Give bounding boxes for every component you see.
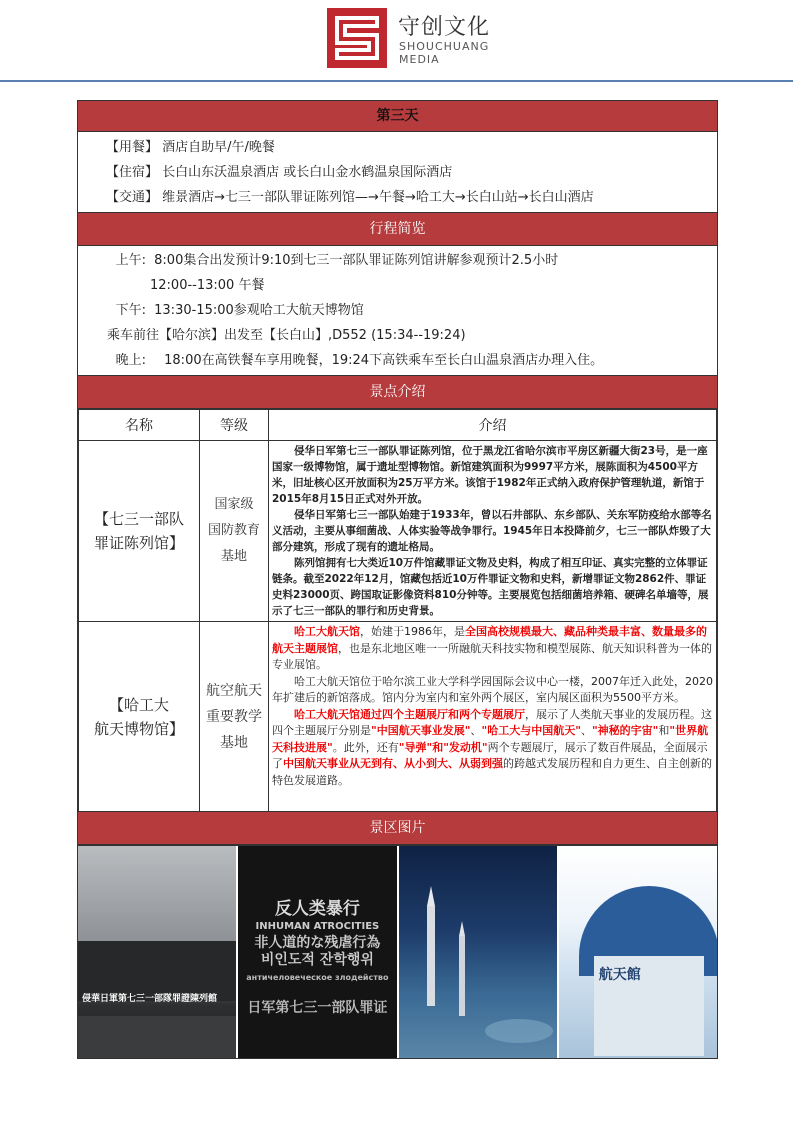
brand-name-en [399,40,489,66]
site-hit-para-2: 哈工大航天馆位于哈尔滨工业大学科学园国际会议中心一楼，2007年迁入此处，2020年扩建后的新馆落成。馆内分为室内和室外两个展区，室内展区面积为5500平方米。 [272,674,713,704]
day-info-section [78,132,717,212]
brand-name-cn: 守创文化 [398,15,491,40]
site-hit-level-line-2: 重要教学 [206,708,262,725]
site-row-731 [79,441,717,622]
tx-4: 、 [470,724,482,737]
itinerary-document [77,100,718,1059]
brand-en-line-2: MEDIA [399,53,440,66]
logo-mark-icon [327,8,387,68]
header-divider [0,80,793,82]
photo-731-caption: 侵華日軍第七三一部隊罪證陳列館 [82,994,218,1004]
site-731-name-line-2: 罪证陈列馆】 [93,534,184,552]
site-hit-description [269,622,717,812]
building-sign: 航天館 [598,967,641,983]
site-hit-name-line-1: 【哈工大 [108,695,169,714]
schedule-pm-row [78,298,717,323]
tx-1: ，始建于1986年，是 [360,625,465,638]
meal-row [78,135,717,160]
sites-table [78,409,717,812]
hotel-value: 长白山东沃温泉酒店 或长白山金水鹤温泉国际酒店 [162,165,453,180]
schedule-am-row [78,248,717,273]
atrocity-line-2: INHUMAN ATROCITIES [255,921,380,932]
atrocity-line-5: античеловеческое злодейство [246,973,389,982]
site-731-level [200,441,269,622]
schedule-title: 行程简览 [78,212,717,246]
page-header [0,0,793,82]
site-731-level-line-3: 基地 [220,549,247,564]
hl-5: "哈工大与中国航天" [481,724,581,737]
hl-6: "神秘的宇宙" [591,724,659,737]
schedule-eve-row [78,348,717,373]
atrocity-line-3: 非人道的な残虐行為 [254,935,381,951]
photo-atrocity-wall [238,846,398,1058]
hl-8: "导弹"和"发动机" [398,740,488,754]
hl-7: "世界航天科技进展" [272,724,709,754]
day-title: 第三天 [78,100,717,132]
gallery-title: 景区图片 [78,812,717,845]
schedule-train-row [78,323,717,348]
site-731-para-2: 侵华日军第七三一部队始建于1933年，曾以石井部队、东乡部队、关东军防疫给水部等名义活动，主要从事细菌战、人体实验等战争罪行。1945年日本投降前夕，七三一部队炸毁了大部分建筑，形成了现有的遗址格局。 [272,509,712,553]
tx-3: ，展示了人类航天事业的发展历程。这四个主题展厅分别是 [272,707,712,737]
site-731-para-3: 陈列馆拥有七大类近10万件馆藏罪证文物及史料，构成了相互印证、真实完整的立体罪证链条。截至2022年12月，馆藏包括近10万件罪证文物和史料，新增罪证文物2862件、罪证史料23000页、跨国取证影像资料810分钟等。主要展览包括细菌培养箱、硬碑名单墙等，展示了七三一部队的罪行和历史背景。 [272,557,709,617]
atrocity-line-6: 日军第七三一部队罪证 [247,1000,388,1016]
atrocity-line-1: 反人类暴行 [274,899,360,919]
schedule-section [78,246,717,375]
tx-6: 和 [658,724,670,737]
transport-value: 维景酒店→七三一部队罪证陈列馆—→午餐→哈工大→长白山站→长白山酒店 [162,190,594,205]
site-731-description [269,441,717,622]
col-desc-header: 介绍 [269,410,717,441]
eve-label: 晚上: [115,353,146,368]
hl-2: 全国高校规模最大、藏品种类最丰富、数量最多的航天主题展馆 [272,625,707,655]
transport-row [78,185,717,210]
col-name-header: 名称 [79,410,200,441]
am-item-2: 12:00--13:00 午餐 [150,278,265,293]
sites-header-row [79,410,717,441]
eve-item: 18:00在高铁餐车享用晚餐，19:24下高铁乘车至长白山温泉酒店办理入住。 [164,353,604,368]
photo-atrocity-text [238,901,396,1017]
photo-731-memorial [78,846,238,1058]
col-level-header: 等级 [200,410,269,441]
site-731-level-line-2: 国防教育 [207,523,260,538]
hotel-row [78,160,717,185]
site-hit-para-1 [272,624,714,674]
brand-en-line-1: SHOUCHUANG [399,40,490,53]
schedule-lunch-row [78,273,717,298]
tx-9: 的跨越式发展历程和自力更生、自主创新的特色发展道路。 [272,757,712,787]
meal-label: 【用餐】 [106,140,159,155]
site-hit-para-3 [272,707,714,790]
sites-title: 景点介绍 [78,375,717,409]
hl-1: 哈工大航天馆 [294,625,360,638]
site-hit-level [200,622,269,812]
train-item: 乘车前往【哈尔滨】出发至【长白山】,D552 (15:34--19:24) [107,328,466,343]
tx-7: 。此外，还有 [332,740,399,754]
photo-aerospace-hall [399,846,559,1058]
tx-2: ，也是东北地区唯一一所融航天科技实物和模型展陈、航天知识科普为一体的专业展馆。 [272,641,712,671]
site-hit-level-line-3: 基地 [220,734,248,751]
meal-value: 酒店自助早/午/晚餐 [162,140,275,155]
site-hit-name [79,622,200,812]
site-hit-name-line-2: 航天博物馆】 [93,719,184,738]
brand-logo [327,8,387,68]
tx-8: 两个专题展厅，展示了数百件展品，全面展示了 [272,740,708,770]
tx-5: 、 [580,724,592,737]
pm-item-1: 13:30-15:00参观哈工大航天博物馆 [154,303,364,318]
photo-aerospace-building [559,846,717,1058]
site-731-level-line-1: 国家级 [214,497,254,512]
hl-4: "中国航天事业发展" [371,724,471,737]
site-hit-level-line-1: 航空航天 [206,682,262,699]
site-731-name [79,441,200,622]
site-731-name-line-1: 【七三一部队 [93,510,184,528]
hotel-label: 【住宿】 [106,165,159,180]
site-row-hit [79,622,717,812]
photo-gallery [78,845,717,1059]
pm-label: 下午: [115,303,146,318]
atrocity-line-4: 비인도적 잔학행위 [260,952,374,968]
rocket-exhibit-icon [399,846,559,1058]
hl-9: 中国航天事业从无到有、从小到大、从弱到强 [283,757,503,770]
am-label: 上午: [115,253,146,268]
hl-3: 哈工大航天馆通过四个主题展厅和两个专题展厅 [294,707,525,721]
transport-label: 【交通】 [106,190,159,205]
am-item-1: 8:00集合出发预计9:10到七三一部队罪证陈列馆讲解参观预计2.5小时 [154,253,559,268]
site-731-para-1: 侵华日军第七三一部队罪证陈列馆，位于黑龙江省哈尔滨市平房区新疆大街23号，是一座国家一级博物馆，属于遗址型博物馆。新馆建筑面积为9997平方米，展陈面积为4500平方米，旧址核心区开放面积为25万平方米。该馆于1982年正式纳入政府保护管理轨道，新馆于2015年8月15日正式对外开放。 [272,445,708,505]
